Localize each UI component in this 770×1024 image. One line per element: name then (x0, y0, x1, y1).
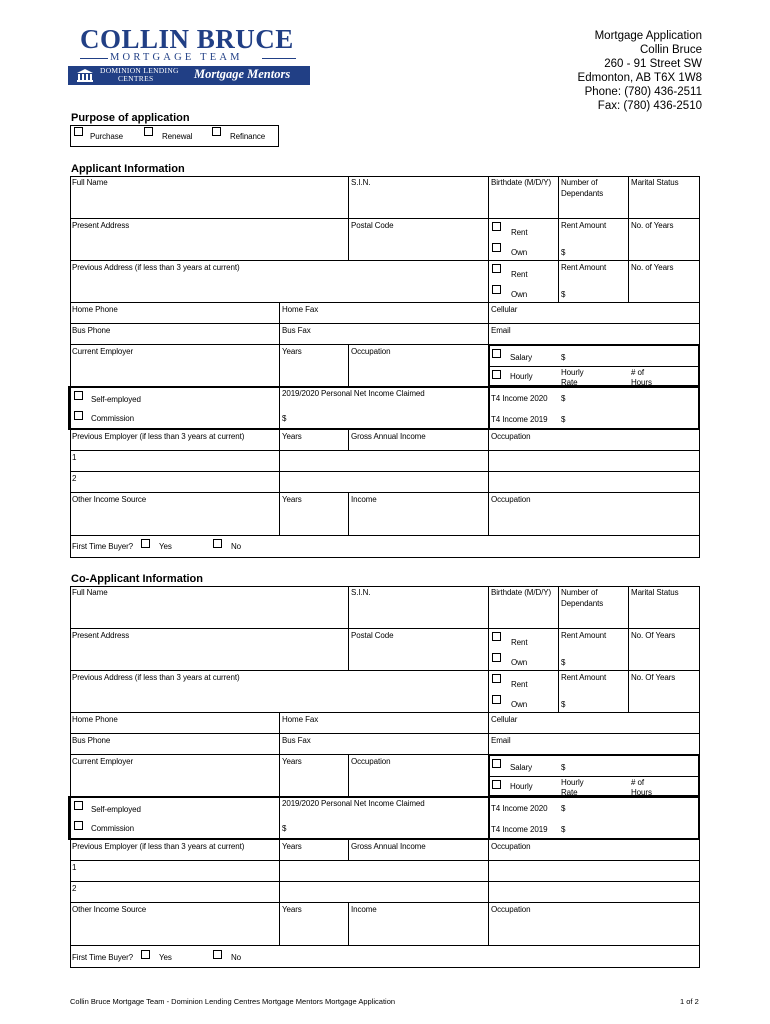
co-first-time-no-label: No (231, 953, 242, 962)
sin-label: S.I.N. (351, 178, 371, 187)
renewal-label: Renewal (162, 132, 193, 141)
renewal-checkbox[interactable] (144, 127, 153, 136)
co-previous-employer-label: Previous Employer (if less than 3 years at current) (72, 842, 245, 851)
co-salary-dollar: $ (561, 763, 566, 772)
co-prev-rent-label: Rent (511, 680, 528, 689)
co-hourly-rate-label-2: Rate (561, 788, 578, 797)
co-rent-amount-dollar: $ (561, 658, 566, 667)
co-net-income-label: 2019/2020 Personal Net Income Claimed (282, 799, 425, 808)
first-time-no-checkbox[interactable] (213, 539, 222, 548)
co-gross-income-label: Gross Annual Income (351, 842, 426, 851)
own-label: Own (511, 248, 528, 257)
co-t4-2019-dollar: $ (561, 825, 566, 834)
co-prev-rent-amount-dollar: $ (561, 700, 566, 709)
co-own-label: Own (511, 658, 528, 667)
prev-employer-row-2: 2 (72, 474, 77, 483)
other-income-years-label: Years (282, 495, 302, 504)
first-time-yes-checkbox[interactable] (141, 539, 150, 548)
other-income-label: Other Income Source (72, 495, 147, 504)
num-hours-label-2: Hours (631, 378, 652, 387)
logo-main-text: COLLIN BRUCE (80, 24, 294, 54)
co-commission-checkbox[interactable] (74, 821, 83, 830)
gross-income-label: Gross Annual Income (351, 432, 426, 441)
co-own-checkbox[interactable] (492, 653, 501, 662)
home-phone-label: Home Phone (72, 305, 118, 314)
commission-label: Commission (91, 414, 135, 423)
employer-years-label: Years (282, 347, 302, 356)
t4-2020-dollar: $ (561, 394, 566, 403)
co-t4-2020-dollar: $ (561, 804, 566, 813)
email-label: Email (491, 326, 511, 335)
co-self-employed-checkbox[interactable] (74, 801, 83, 810)
own-checkbox[interactable] (492, 243, 501, 252)
company-address (578, 29, 702, 113)
co-first-time-yes-checkbox[interactable] (141, 950, 150, 959)
city-address: Edmonton, AB T6X 1W8 (577, 72, 702, 84)
first-time-no-label: No (231, 542, 242, 551)
co-occupation-label: Occupation (351, 757, 391, 766)
prev-occupation-label: Occupation (491, 432, 531, 441)
page-number: 1 of 2 (680, 997, 699, 1006)
footer-text: Collin Bruce Mortgage Team - Dominion Lending Centres Mortgage Mentors Mortgage Application (70, 997, 396, 1006)
current-employer-label: Current Employer (72, 347, 134, 356)
co-sin-label: S.I.N. (351, 588, 371, 597)
t4-2020-label: T4 Income 2020 (491, 394, 548, 403)
co-other-income-label: Other Income Source (72, 905, 147, 914)
building-icon (76, 69, 94, 82)
co-employer-years-label: Years (282, 757, 302, 766)
fax-number: Fax: (780) 436-2510 (597, 100, 702, 112)
co-self-employed-label: Self-employed (91, 805, 141, 814)
co-num-hours-label: # of (631, 778, 644, 787)
prev-employer-row-1: 1 (72, 453, 77, 462)
first-time-buyer-label: First Time Buyer? (72, 542, 133, 551)
rent-checkbox[interactable] (492, 222, 501, 231)
broker-name: Collin Bruce (640, 44, 702, 56)
postal-code-label: Postal Code (351, 221, 394, 230)
t4-2019-label: T4 Income 2019 (491, 415, 548, 424)
bus-fax-label: Bus Fax (282, 326, 311, 335)
cellular-label: Cellular (491, 305, 518, 314)
co-home-fax-label: Home Fax (282, 715, 319, 724)
co-prev-occupation-label: Occupation (491, 842, 531, 851)
logo-rule-right (262, 58, 296, 59)
prev-rent-label: Rent (511, 270, 528, 279)
salary-checkbox[interactable] (492, 349, 501, 358)
hourly-rate-label: Hourly (561, 368, 584, 377)
purchase-label: Purchase (90, 132, 123, 141)
coapplicant-title: Co-Applicant Information (71, 573, 203, 585)
hourly-checkbox[interactable] (492, 370, 501, 379)
rent-amount-dollar: $ (561, 248, 566, 257)
logo-rule-left (80, 58, 108, 59)
co-income-label: Income (351, 905, 377, 914)
street-address: 260 - 91 Street SW (604, 58, 702, 70)
co-dependants-label: Number of (561, 588, 598, 597)
co-full-name-label: Full Name (72, 588, 108, 597)
dependants-label-2: Dependants (561, 189, 604, 198)
dependants-label: Number of (561, 178, 598, 187)
logo-sub-text: MORTGAGE TEAM (110, 52, 243, 63)
co-prev-employer-row-2: 2 (72, 884, 77, 893)
t4-2019-dollar: $ (561, 415, 566, 424)
prev-employer-years-label: Years (282, 432, 302, 441)
self-employed-checkbox[interactable] (74, 391, 83, 400)
other-occupation-label: Occupation (491, 495, 531, 504)
co-net-income-dollar: $ (282, 824, 287, 833)
birthdate-label: Birthdate (M/D/Y) (491, 178, 552, 187)
co-other-income-years-label: Years (282, 905, 302, 914)
co-first-time-yes-label: Yes (159, 953, 172, 962)
rent-label: Rent (511, 228, 528, 237)
co-first-time-no-checkbox[interactable] (213, 950, 222, 959)
first-time-yes-label: Yes (159, 542, 172, 551)
present-address-label: Present Address (72, 221, 130, 230)
co-bus-fax-label: Bus Fax (282, 736, 311, 745)
co-rent-label: Rent (511, 638, 528, 647)
num-hours-label: # of (631, 368, 644, 377)
salary-label: Salary (510, 353, 533, 362)
home-fax-label: Home Fax (282, 305, 319, 314)
co-other-occupation-label: Occupation (491, 905, 531, 914)
purpose-title: Purpose of application (71, 112, 190, 124)
co-prev-years-label: No. Of Years (631, 673, 676, 682)
hourly-label: Hourly (510, 372, 533, 381)
co-prev-rent-amount-label: Rent Amount (561, 673, 607, 682)
applicant-title: Applicant Information (71, 163, 185, 175)
co-email-label: Email (491, 736, 511, 745)
marital-status-label: Marital Status (631, 178, 679, 187)
co-rent-amount-label: Rent Amount (561, 631, 607, 640)
self-employed-label: Self-employed (91, 395, 141, 404)
doc-title: Mortgage Application (594, 30, 702, 42)
co-current-employer-label: Current Employer (72, 757, 134, 766)
years-at-address-label: No. of Years (631, 221, 674, 230)
co-prev-employer-row-1: 1 (72, 863, 77, 872)
full-name-label: Full Name (72, 178, 108, 187)
hourly-rate-label-2: Rate (561, 378, 578, 387)
occupation-label: Occupation (351, 347, 391, 356)
refinance-checkbox[interactable] (212, 127, 221, 136)
co-years-at-address-label: No. Of Years (631, 631, 676, 640)
co-num-hours-label-2: Hours (631, 788, 652, 797)
co-salary-checkbox[interactable] (492, 759, 501, 768)
prev-rent-amount-label: Rent Amount (561, 263, 607, 272)
income-label: Income (351, 495, 377, 504)
net-income-dollar: $ (282, 414, 287, 423)
co-t4-2019-label: T4 Income 2019 (491, 825, 548, 834)
salary-dollar: $ (561, 353, 566, 362)
co-rent-checkbox[interactable] (492, 632, 501, 641)
prev-rent-amount-dollar: $ (561, 290, 566, 299)
previous-employer-label: Previous Employer (if less than 3 years at current) (72, 432, 245, 441)
previous-address-label: Previous Address (if less than 3 years at current) (72, 263, 240, 272)
co-dependants-label-2: Dependants (561, 599, 604, 608)
co-prev-employer-years-label: Years (282, 842, 302, 851)
co-first-time-buyer-label: First Time Buyer? (72, 953, 133, 962)
rent-amount-label: Rent Amount (561, 221, 607, 230)
co-cellular-label: Cellular (491, 715, 518, 724)
co-prev-own-checkbox[interactable] (492, 695, 501, 704)
co-salary-label: Salary (510, 763, 533, 772)
co-hourly-checkbox[interactable] (492, 780, 501, 789)
co-postal-code-label: Postal Code (351, 631, 394, 640)
co-birthdate-label: Birthdate (M/D/Y) (491, 588, 552, 597)
co-hourly-label: Hourly (510, 782, 533, 791)
co-hourly-rate-label: Hourly (561, 778, 584, 787)
co-prev-own-label: Own (511, 700, 528, 709)
co-marital-status-label: Marital Status (631, 588, 679, 597)
logo-mortgage-mentors: Mortgage Mentors (194, 67, 291, 81)
prev-years-label: No. of Years (631, 263, 674, 272)
co-commission-label: Commission (91, 824, 135, 833)
co-bus-phone-label: Bus Phone (72, 736, 111, 745)
logo-dlc-text: DOMINION LENDING CENTRES (100, 66, 179, 83)
co-previous-address-label: Previous Address (if less than 3 years at current) (72, 673, 240, 682)
prev-own-label: Own (511, 290, 528, 299)
purchase-checkbox[interactable] (74, 127, 83, 136)
net-income-label: 2019/2020 Personal Net Income Claimed (282, 389, 425, 398)
co-prev-rent-checkbox[interactable] (492, 674, 501, 683)
bus-phone-label: Bus Phone (72, 326, 111, 335)
co-present-address-label: Present Address (72, 631, 130, 640)
prev-own-checkbox[interactable] (492, 285, 501, 294)
phone-number: Phone: (780) 436-2511 (584, 86, 702, 98)
prev-rent-checkbox[interactable] (492, 264, 501, 273)
co-home-phone-label: Home Phone (72, 715, 118, 724)
commission-checkbox[interactable] (74, 411, 83, 420)
refinance-label: Refinance (230, 132, 266, 141)
co-t4-2020-label: T4 Income 2020 (491, 804, 548, 813)
